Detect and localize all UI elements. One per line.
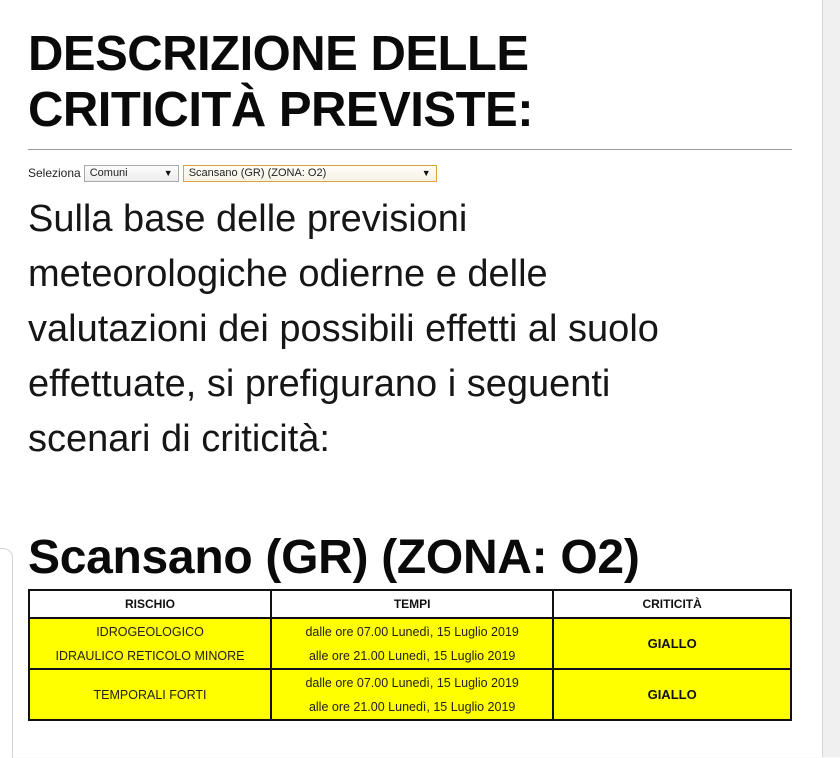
time-to: alle ore 21.00 Lunedì, 15 Luglio 2019 xyxy=(308,699,516,714)
intro-paragraph xyxy=(28,192,808,467)
level-cell: GIALLO xyxy=(553,618,791,669)
time-to: alle ore 21.00 Lunedì, 15 Luglio 2019 xyxy=(308,648,516,663)
zone-selector xyxy=(28,163,441,183)
selector-label: Seleziona xyxy=(28,166,81,180)
header-criticita: CRITICITÀ xyxy=(553,590,791,618)
place-dropdown[interactable] xyxy=(183,165,437,182)
time-from: dalle ore 07.00 Lunedì, 15 Luglio 2019 xyxy=(305,675,519,690)
place-dropdown-value: Scansano (GR) (ZONA: O2) xyxy=(188,167,327,179)
header-tempi: TEMPI xyxy=(271,590,553,618)
page-title xyxy=(28,26,798,138)
triangle-down-icon: ▼ xyxy=(163,168,173,178)
triangle-down-icon: ▼ xyxy=(421,168,431,178)
risk-cell xyxy=(29,618,271,669)
risk-label: IDRAULICO RETICOLO MINORE xyxy=(55,648,245,663)
criticality-table xyxy=(28,589,792,721)
page-title-line-2: CRITICITÀ PREVISTE: xyxy=(28,83,534,137)
risk-label: IDROGEOLOGICO xyxy=(96,624,204,639)
risk-cell xyxy=(29,669,271,720)
type-dropdown[interactable] xyxy=(84,165,179,182)
intro-line: scenari di criticità: xyxy=(28,418,330,460)
intro-line: meteorologiche odierne e delle xyxy=(28,253,548,295)
page-edge xyxy=(822,0,840,757)
intro-line: Sulla base delle previsioni xyxy=(28,198,468,240)
title-divider xyxy=(28,149,792,150)
level-cell: GIALLO xyxy=(553,669,791,720)
risk-label: TEMPORALI FORTI xyxy=(93,687,207,702)
table-row xyxy=(29,618,791,669)
page-title-line-1: DESCRIZIONE DELLE xyxy=(28,27,529,81)
table-header-row xyxy=(29,590,791,618)
side-panel-tab[interactable] xyxy=(0,548,13,758)
time-cell xyxy=(271,669,553,720)
time-cell xyxy=(271,618,553,669)
table-row xyxy=(29,669,791,720)
header-rischio: RISCHIO xyxy=(29,590,271,618)
intro-line: valutazioni dei possibili effetti al suolo xyxy=(28,308,659,350)
intro-line: effettuate, si prefigurano i seguenti xyxy=(28,363,611,405)
place-title: Scansano (GR) (ZONA: O2) xyxy=(28,531,640,584)
time-from: dalle ore 07.00 Lunedì, 15 Luglio 2019 xyxy=(305,624,519,639)
type-dropdown-value: Comuni xyxy=(89,167,128,179)
